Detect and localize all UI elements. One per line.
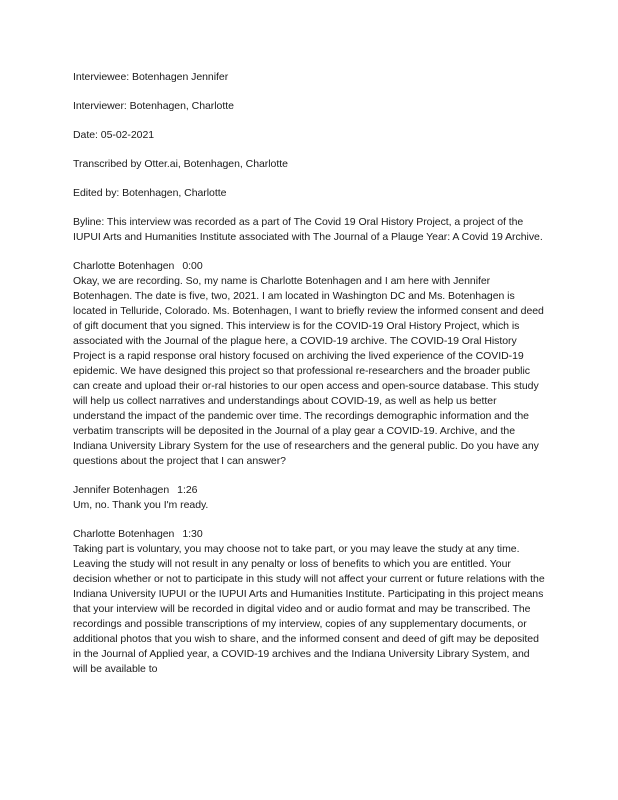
transcript-segment <box>73 259 546 469</box>
meta-interviewer: Interviewer: Botenhagen, Charlotte <box>73 100 234 112</box>
meta-date: Date: 05-02-2021 <box>73 129 155 141</box>
transcript-segment <box>73 483 546 513</box>
byline: Byline: This interview was recorded as a part of The Covid 19 Oral History Project, a project of the IUPUI Arts and Humanities Institute associated with The Journal of a Plauge Year: A Covid 19 Archive. <box>73 216 543 243</box>
meta-interviewee: Interviewee: Botenhagen Jennifer <box>73 71 229 83</box>
meta-transcribed-by: Transcribed by Otter.ai, Botenhagen, Charlotte <box>73 158 288 170</box>
transcript-paragraph: Taking part is voluntary, you may choose not to take part, or you may leave the study at any time. Leaving the study will not result in any penalty or loss of benefits to which you are entitled. Your decision whether or not to participate in this study will not affect your current or future relations with the Indiana University IUPUI or the IUPUI Arts and Humanities Institute. Participating in this project means that your interview will be recorded in digital video and or audio format and may be transcribed. The recordings and possible transcriptions of my interview, copies of any supplementary documents, or additional photos that you wish to share, and the informed consent and deed of gift may be deposited in the Journal of Applied year, a COVID-19 archives and the Indiana University Library System, and will be available to <box>73 543 545 675</box>
speaker-name: Charlotte Botenhagen <box>73 528 175 540</box>
speaker-heading <box>73 527 546 542</box>
meta-edited-by: Edited by: Botenhagen, Charlotte <box>73 187 227 199</box>
speaker-name: Charlotte Botenhagen <box>73 260 175 272</box>
transcript-segment <box>73 527 546 677</box>
speaker-heading <box>73 259 546 274</box>
timestamp: 0:00 <box>182 260 203 272</box>
speaker-heading <box>73 483 546 498</box>
transcript-paragraph: Okay, we are recording. So, my name is Charlotte Botenhagen and I am here with Jennifer Botenhagen. The date is five, two, 2021. I am located in Washington DC and Ms. Botenhagen is located in Telluride, Colorado. Ms. Botenhagen, I want to briefly review the informed consent and deed of gift document that you signed. This interview is for the COVID-19 Oral History Project, which is associated with the Journal of the plague here, a COVID-19 archive. The COVID-19 Oral History Project is a rapid response oral history focused on archiving the lived experience of the COVID-19 epidemic. We have designed this project so that professional re-researchers and the broader public can create and upload their or-ral histories to our open access and open-source database. This study will help us collect narratives and understandings about COVID-19, as well as help us better understand the impact of the pandemic over time. The recordings demographic information and the verbatim transcripts will be deposited in the Journal of a play gear a COVID-19. Archive, and the Indiana University Library System for the use of researchers and the general public. Do you have any questions about the project that I can answer? <box>73 275 544 467</box>
timestamp: 1:26 <box>177 484 198 496</box>
timestamp: 1:30 <box>182 528 203 540</box>
speaker-name: Jennifer Botenhagen <box>73 484 170 496</box>
transcript-paragraph: Um, no. Thank you I'm ready. <box>73 499 209 511</box>
